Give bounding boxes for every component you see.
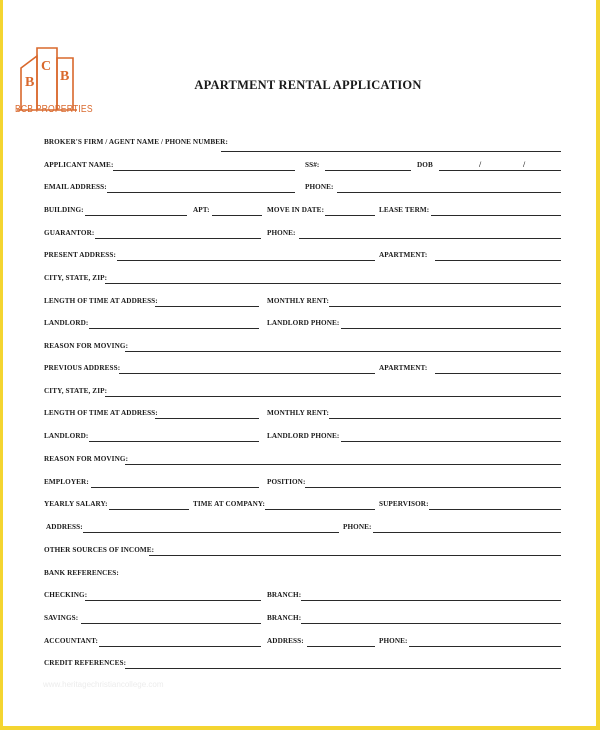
- reason-for-moving-field[interactable]: [125, 351, 561, 352]
- present-address-field[interactable]: [117, 260, 375, 261]
- length-of-time-field[interactable]: [155, 306, 259, 307]
- reason-for-moving-label: REASON FOR MOVING:: [44, 342, 129, 350]
- employer-phone-label: PHONE:: [343, 523, 372, 531]
- logo-letter-2: C: [41, 59, 52, 74]
- row-employer: [3, 478, 596, 492]
- city-state-zip-2-field[interactable]: [105, 396, 561, 397]
- row-broker: [3, 138, 596, 152]
- savings-branch-field[interactable]: [301, 623, 561, 624]
- logo-text: BCB PROPERTIES: [15, 103, 93, 115]
- monthly-rent-field[interactable]: [329, 306, 561, 307]
- landlord-label: LANDLORD:: [44, 319, 89, 327]
- applicant-name-field[interactable]: [113, 170, 295, 171]
- other-income-label: OTHER SOURCES OF INCOME:: [44, 546, 155, 554]
- row-landlord-1: [3, 319, 596, 333]
- present-apartment-field[interactable]: [435, 260, 561, 261]
- savings-label: SAVINGS:: [44, 614, 79, 622]
- reason-for-moving-2-label: REASON FOR MOVING:: [44, 455, 129, 463]
- form-page: [3, 0, 596, 726]
- other-income-field[interactable]: [149, 555, 561, 556]
- row-length-1: [3, 297, 596, 311]
- accountant-phone-label: PHONE:: [379, 637, 408, 645]
- row-length-2: [3, 409, 596, 423]
- lease-term-label: LEASE TERM:: [379, 206, 430, 214]
- time-at-company-label: TIME AT COMPANY:: [193, 500, 266, 508]
- row-guarantor: [3, 229, 596, 243]
- accountant-field[interactable]: [99, 646, 261, 647]
- previous-apartment-field[interactable]: [435, 373, 561, 374]
- accountant-address-field[interactable]: [307, 646, 375, 647]
- monthly-rent-2-field[interactable]: [329, 418, 561, 419]
- city-state-zip-2-label: CITY, STATE, ZIP:: [44, 387, 108, 395]
- email-label: EMAIL ADDRESS:: [44, 183, 107, 191]
- row-salary: [3, 500, 596, 514]
- landlord-phone-2-label: LANDLORD PHONE:: [267, 432, 340, 440]
- accountant-label: ACCOUNTANT:: [44, 637, 98, 645]
- checking-branch-field[interactable]: [301, 600, 561, 601]
- monthly-rent-2-label: MONTHLY RENT:: [267, 409, 329, 417]
- email-field[interactable]: [107, 192, 295, 193]
- row-email: [3, 183, 596, 197]
- apt-field[interactable]: [212, 215, 262, 216]
- present-address-label: PRESENT ADDRESS:: [44, 251, 116, 259]
- row-reason-2: [3, 455, 596, 469]
- reason-for-moving-2-field[interactable]: [125, 464, 561, 465]
- supervisor-field[interactable]: [429, 509, 561, 510]
- city-state-zip-field[interactable]: [105, 283, 561, 284]
- row-city-2: [3, 387, 596, 401]
- city-state-zip-label: CITY, STATE, ZIP:: [44, 274, 108, 282]
- dob-slash-1: /: [479, 160, 482, 169]
- row-applicant: [3, 161, 596, 175]
- length-of-time-label: LENGTH OF TIME AT ADDRESS:: [44, 297, 158, 305]
- credit-references-field[interactable]: [125, 668, 561, 669]
- length-of-time-2-field[interactable]: [155, 418, 259, 419]
- landlord-2-field[interactable]: [89, 441, 259, 442]
- previous-address-label: PREVIOUS ADDRESS:: [44, 364, 121, 372]
- credit-references-label: CREDIT REFERENCES:: [44, 659, 127, 667]
- row-savings: [3, 614, 596, 628]
- row-bank-references: [3, 569, 596, 583]
- building-label: BUILDING:: [44, 206, 84, 214]
- savings-branch-label: BRANCH:: [267, 614, 302, 622]
- length-of-time-2-label: LENGTH OF TIME AT ADDRESS:: [44, 409, 158, 417]
- monthly-rent-label: MONTHLY RENT:: [267, 297, 329, 305]
- previous-apartment-label: APARTMENT:: [379, 364, 428, 372]
- row-city-1: [3, 274, 596, 288]
- dob-slash-2: /: [523, 160, 526, 169]
- row-present-address: [3, 251, 596, 265]
- time-at-company-field[interactable]: [265, 509, 375, 510]
- phone-field[interactable]: [337, 192, 561, 193]
- guarantor-phone-label: PHONE:: [267, 229, 296, 237]
- landlord-2-label: LANDLORD:: [44, 432, 89, 440]
- employer-address-field[interactable]: [83, 532, 339, 533]
- position-label: POSITION:: [267, 478, 306, 486]
- row-accountant: [3, 637, 596, 651]
- apt-label: APT:: [193, 206, 210, 214]
- employer-address-label: ADDRESS:: [46, 523, 83, 531]
- phone-label: PHONE:: [305, 183, 334, 191]
- broker-label: BROKER'S FIRM / AGENT NAME / PHONE NUMBER:: [44, 138, 228, 146]
- broker-field[interactable]: [221, 151, 561, 152]
- lease-term-field[interactable]: [431, 215, 561, 216]
- checking-field[interactable]: [85, 600, 261, 601]
- applicant-name-label: APPLICANT NAME:: [44, 161, 114, 169]
- landlord-field[interactable]: [89, 328, 259, 329]
- landlord-phone-field[interactable]: [341, 328, 561, 329]
- position-field[interactable]: [305, 487, 561, 488]
- row-building: [3, 206, 596, 220]
- row-checking: [3, 591, 596, 605]
- present-apartment-label: APARTMENT:: [379, 251, 428, 259]
- employer-label: EMPLOYER:: [44, 478, 89, 486]
- landlord-phone-2-field[interactable]: [341, 441, 561, 442]
- ss-label: SS#:: [305, 161, 320, 169]
- row-employer-address: [3, 523, 596, 537]
- employer-field[interactable]: [91, 487, 259, 488]
- bank-references-label: BANK REFERENCES:: [44, 569, 119, 577]
- row-previous-address: [3, 364, 596, 378]
- checking-label: CHECKING:: [44, 591, 88, 599]
- row-other-income: [3, 546, 596, 560]
- row-reason-1: [3, 342, 596, 356]
- checking-branch-label: BRANCH:: [267, 591, 302, 599]
- guarantor-label: GUARANTOR:: [44, 229, 95, 237]
- logo-letter-1: B: [25, 75, 35, 90]
- ss-field[interactable]: [325, 170, 411, 171]
- watermark: www.heritagechristiancollege.com: [43, 680, 164, 689]
- previous-address-field[interactable]: [119, 373, 375, 374]
- employer-phone-field[interactable]: [373, 532, 561, 533]
- supervisor-label: SUPERVISOR:: [379, 500, 429, 508]
- document-title: APARTMENT RENTAL APPLICATION: [194, 78, 422, 92]
- logo-letter-3: B: [60, 69, 70, 84]
- yearly-salary-field[interactable]: [109, 509, 189, 510]
- landlord-phone-label: LANDLORD PHONE:: [267, 319, 340, 327]
- building-field[interactable]: [85, 215, 187, 216]
- row-credit-references: [3, 659, 596, 673]
- guarantor-phone-field[interactable]: [299, 238, 561, 239]
- move-in-date-field[interactable]: [325, 215, 375, 216]
- move-in-date-label: MOVE IN DATE:: [267, 206, 325, 214]
- accountant-phone-field[interactable]: [409, 646, 561, 647]
- dob-label: DOB: [417, 161, 433, 169]
- guarantor-field[interactable]: [95, 238, 261, 239]
- dob-field[interactable]: [439, 170, 561, 171]
- accountant-address-label: ADDRESS:: [267, 637, 304, 645]
- row-landlord-2: [3, 432, 596, 446]
- yearly-salary-label: YEARLY SALARY:: [44, 500, 108, 508]
- savings-field[interactable]: [81, 623, 261, 624]
